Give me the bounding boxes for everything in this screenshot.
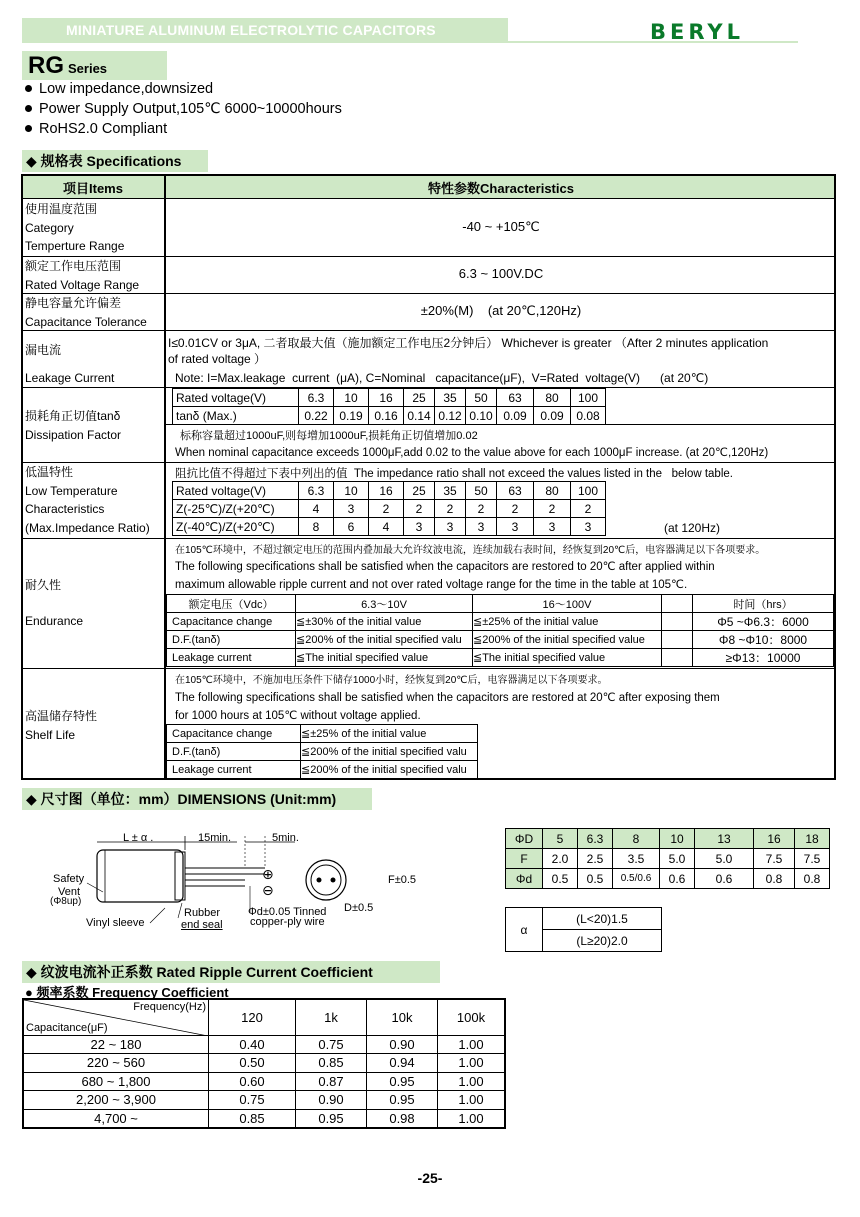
ripple-value-cell: 0.85 xyxy=(296,1054,367,1073)
endurance-time-value: Φ8 ~Φ10：8000 xyxy=(693,631,834,649)
shelf-text-cn: 在105℃环境中，不施加电压条件下储存1000小时，经恢复到20℃后，电容器满足以下各项要求。 xyxy=(175,675,608,686)
dim-head-F: F xyxy=(506,849,543,869)
dim-d-cell: 0.8 xyxy=(754,869,795,889)
ripple-value-cell: 0.75 xyxy=(296,1035,367,1054)
ripple-table xyxy=(22,998,506,1129)
ripple-capacitance-label: Capacitance(μF) xyxy=(26,1021,108,1034)
drawing-vent-label: Vent xyxy=(58,886,81,898)
shelf-text-en1: The following specifications shall be satisfied when the capacitors are restored at 20℃ after exposing them xyxy=(175,692,720,704)
shelf-item: D.F.(tanδ) xyxy=(167,743,301,761)
tolerance-label: 静电容量允许偏差 Capacitance Tolerance xyxy=(25,296,147,329)
endurance-gap-cell xyxy=(662,649,693,667)
ripple-value-cell: 1.00 xyxy=(438,1035,506,1054)
ripple-row xyxy=(23,1072,505,1091)
endurance-head-high: 16～100V xyxy=(473,595,662,613)
endurance-text-en1: The following specifications shall be satisfied when the capacitors are restored to 20℃ after applied within xyxy=(175,561,715,573)
ripple-value-cell: 0.95 xyxy=(367,1072,438,1091)
ripple-value-cell: 0.60 xyxy=(209,1072,296,1091)
lowtemp-voltage-cell: 25 xyxy=(404,482,435,500)
drawing-wire-label1: Φd±0.05 Tinned xyxy=(248,906,327,918)
shelf-value: ≦±25% of the initial value xyxy=(301,725,478,743)
lowtemp-z25-cell: 2 xyxy=(435,500,466,518)
lowtemp-z40-cell: 8 xyxy=(299,518,334,536)
lowtemp-z40-cell: 3 xyxy=(571,518,606,536)
endurance-head-rated: 额定电压（Vdc） xyxy=(167,595,296,613)
ripple-corner-cell xyxy=(23,999,209,1035)
lowtemp-voltage-label: Rated voltage(V) xyxy=(173,482,299,500)
ripple-cap-cell: 22 ~ 180 xyxy=(23,1035,209,1054)
ripple-value-cell: 0.87 xyxy=(296,1072,367,1091)
brand-logo xyxy=(650,18,790,44)
endurance-item: Leakage current xyxy=(167,649,296,667)
lowtemp-voltage-cell: 10 xyxy=(334,482,369,500)
tand-voltage-cell: 50 xyxy=(466,389,497,407)
dim-head-D: ΦD xyxy=(506,829,543,849)
endurance-label-cn: 耐久性 xyxy=(25,578,62,592)
series-code: RG xyxy=(28,52,64,79)
shelf-item: Capacitance change xyxy=(167,725,301,743)
drawing-rubber-label: Rubber xyxy=(184,907,221,919)
tand-label: 损耗角正切值tanδ Dissipation Factor xyxy=(25,409,122,442)
dim-D-cell: 6.3 xyxy=(578,829,613,849)
tand-value-cell: 0.19 xyxy=(334,407,369,425)
dim-d-cell: 0.5/0.6 xyxy=(613,869,660,889)
ripple-value-cell: 1.00 xyxy=(438,1072,506,1091)
tand-value-cell: 0.09 xyxy=(534,407,571,425)
row-divider xyxy=(21,668,836,669)
lowtemp-z25-cell: 3 xyxy=(334,500,369,518)
tand-value-cell: 0.22 xyxy=(299,407,334,425)
ripple-freq-head: 10k xyxy=(367,999,438,1035)
leakage-line2: of rated voltage ） xyxy=(168,352,267,366)
lowtemp-z40-label: Z(-40℃)/Z(+20℃) xyxy=(173,518,299,536)
feature-item xyxy=(22,121,167,137)
dim-section-title: ◆ 尺寸图（单位：mm）DIMENSIONS (Unit:mm) xyxy=(22,788,372,810)
lowtemp-z40-cell: 3 xyxy=(466,518,497,536)
series-title xyxy=(28,52,107,80)
ripple-value-cell: 0.75 xyxy=(209,1091,296,1110)
shelf-value: ≦200% of the initial specified valu xyxy=(301,743,478,761)
ripple-value-cell: 1.00 xyxy=(438,1109,506,1128)
ripple-value-cell: 1.00 xyxy=(438,1054,506,1073)
leakage-label-en: Leakage Current xyxy=(25,371,115,385)
tand-note-en: When nominal capacitance exceeds 1000μF,add 0.02 to the value above for each 1000μF increase. (at 20℃,120Hz) xyxy=(175,447,769,459)
dim-F-cell: 7.5 xyxy=(795,849,830,869)
tand-voltage-cell: 63 xyxy=(497,389,534,407)
endurance-row xyxy=(167,631,834,649)
endurance-gap-cell xyxy=(662,631,693,649)
endurance-text-cn: 在105℃环境中，不超过额定电压的范围内叠加最大允许纹波电流，连续加载右表时间，经恢复到20℃后，电容器满足以下各项要求。 xyxy=(175,545,766,556)
ripple-value-cell: 0.98 xyxy=(367,1109,438,1128)
dim-D-cell: 8 xyxy=(613,829,660,849)
alpha-table xyxy=(505,907,662,952)
dim-d-cell: 0.6 xyxy=(660,869,695,889)
ripple-row xyxy=(23,1109,505,1128)
feature-item xyxy=(22,101,342,117)
tand-value-cell: 0.09 xyxy=(497,407,534,425)
spec-section-title: ◆ 规格表 Specifications xyxy=(22,150,208,172)
endurance-time-value: ≥Φ13：10000 xyxy=(693,649,834,667)
ripple-row xyxy=(23,1091,505,1110)
alpha-short-value: (L<20)1.5 xyxy=(543,908,662,930)
tand-voltage-cell: 100 xyxy=(571,389,606,407)
lowtemp-z40-cell: 3 xyxy=(404,518,435,536)
drawing-vent-size-label: (Φ8up) xyxy=(50,896,82,907)
endurance-gap-cell xyxy=(662,613,693,631)
header-banner: MINIATURE ALUMINUM ELECTROLYTIC CAPACITORS xyxy=(22,18,508,43)
shelf-text-en2: for 1000 hours at 105℃ without voltage applied. xyxy=(175,710,421,722)
ripple-row xyxy=(23,1054,505,1073)
endurance-row xyxy=(167,649,834,667)
shelf-row xyxy=(167,743,478,761)
dimension-table xyxy=(505,828,830,889)
lowtemp-z40-cell: 3 xyxy=(534,518,571,536)
ripple-value-cell: 1.00 xyxy=(438,1091,506,1110)
lowtemp-voltage-cell: 100 xyxy=(571,482,606,500)
lowtemp-z40-cell: 4 xyxy=(369,518,404,536)
feature-text: RoHS2.0 Compliant xyxy=(39,121,168,137)
bullet-icon xyxy=(25,105,32,112)
feature-text: Low impedance,downsized xyxy=(39,81,214,97)
tand-voltage-cell: 80 xyxy=(534,389,571,407)
leakage-line1: I≤0.01CV or 3μA, 二者取最大值（施加额定工作电压2分钟后） Whichever is greater （After 2 minutes application xyxy=(168,336,769,350)
drawing-endseal-label: end seal xyxy=(181,919,223,931)
row-divider xyxy=(21,256,836,257)
dim-F-cell: 7.5 xyxy=(754,849,795,869)
voltage-value: 6.3 ~ 100V.DC xyxy=(458,266,544,281)
lowtemp-label: 低温特性 Low Temperature Characteristics (Max.Impedance Ratio) xyxy=(25,465,150,535)
lowtemp-voltage-cell: 35 xyxy=(435,482,466,500)
ripple-cap-cell: 220 ~ 560 xyxy=(23,1054,209,1073)
bullet-icon xyxy=(25,125,32,132)
dim-F-cell: 5.0 xyxy=(660,849,695,869)
ripple-value-cell: 0.90 xyxy=(367,1035,438,1054)
endurance-head-time: 时间（hrs） xyxy=(693,595,834,613)
tand-voltage-label: Rated voltage(V) xyxy=(173,389,299,407)
row-divider xyxy=(166,424,836,425)
ripple-section-title: ◆ 纹波电流补正系数 Rated Ripple Current Coefficient xyxy=(22,961,440,983)
page-number: -25- xyxy=(417,1170,443,1186)
shelf-item: Leakage current xyxy=(167,761,301,779)
ripple-value-cell: 0.40 xyxy=(209,1035,296,1054)
lowtemp-z40-cell: 6 xyxy=(334,518,369,536)
ripple-freq-head: 100k xyxy=(438,999,506,1035)
lowtemp-note: 阻抗比值不得超过下表中列出的值 The impedance ratio shall not exceed the values listed in the below table. xyxy=(175,468,733,480)
leakage-note: Note: I=Max.leakage current (μA), C=Nominal capacitance(μF), V=Rated voltage(V) (at 20℃) xyxy=(175,371,709,385)
drawing-length-label: L ± α . xyxy=(123,832,154,844)
row-divider xyxy=(21,538,836,539)
lowtemp-z40-cell: 3 xyxy=(497,518,534,536)
tand-max-label: tanδ (Max.) xyxy=(173,407,299,425)
dim-d-cell: 0.8 xyxy=(795,869,830,889)
ripple-value-cell: 0.95 xyxy=(367,1091,438,1110)
lowtemp-voltage-cell: 80 xyxy=(534,482,571,500)
tolerance-value: ±20%(M) (at 20℃,120Hz) xyxy=(420,303,582,318)
lowtemp-voltage-cell: 50 xyxy=(466,482,497,500)
tand-note-cn: 标称容量超过1000uF,则每增加1000uF,损耗角正切值增加0.02 xyxy=(180,430,478,442)
drawing-15min-label: 15min. xyxy=(198,832,232,844)
endurance-item: Capacitance change xyxy=(167,613,296,631)
lowtemp-z40-cell: 3 xyxy=(435,518,466,536)
ripple-value-cell: 0.85 xyxy=(209,1109,296,1128)
lowtemp-z25-cell: 4 xyxy=(299,500,334,518)
drawing-safety-label: Safety xyxy=(53,873,85,885)
ripple-frequency-label: Frequency(Hz) xyxy=(133,1001,206,1013)
dim-F-cell: 5.0 xyxy=(695,849,754,869)
dim-F-cell: 2.5 xyxy=(578,849,613,869)
lowtemp-z25-label: Z(-25℃)/Z(+20℃) xyxy=(173,500,299,518)
ripple-cap-cell: 4,700 ~ xyxy=(23,1109,209,1128)
ripple-value-cell: 0.95 xyxy=(296,1109,367,1128)
brand-logo-text: BERYL xyxy=(650,20,744,44)
dim-d-cell: 0.5 xyxy=(578,869,613,889)
tand-voltage-cell: 25 xyxy=(404,389,435,407)
ripple-freq-head: 120 xyxy=(209,999,296,1035)
dim-D-cell: 16 xyxy=(754,829,795,849)
endurance-gap-cell xyxy=(662,595,693,613)
endurance-low-value: ≦±30% of the initial value xyxy=(296,613,473,631)
tand-voltage-cell: 10 xyxy=(334,389,369,407)
endurance-low-value: ≦The initial specified value xyxy=(296,649,473,667)
endurance-high-value: ≦200% of the initial specified value xyxy=(473,631,662,649)
spec-column-divider xyxy=(164,174,166,780)
negative-terminal-icon: ⊖ xyxy=(262,882,274,898)
temp-label: 使用温度范围 Category Temperture Range xyxy=(25,202,125,253)
lowtemp-z25-cell: 2 xyxy=(404,500,435,518)
ripple-subtitle: ● 频率系数 Frequency Coefficient xyxy=(25,985,229,1000)
lowtemp-table xyxy=(172,481,606,536)
endurance-row xyxy=(167,613,834,631)
tand-value-cell: 0.14 xyxy=(404,407,435,425)
endurance-text-en2: maximum allowable ripple current and not over rated voltage range for the time in the table at 105℃. xyxy=(175,579,688,591)
shelf-table xyxy=(166,724,478,779)
endurance-table xyxy=(166,594,834,667)
drawing-d-label: D±0.5 xyxy=(344,902,374,914)
voltage-label: 额定工作电压范围 Rated Voltage Range xyxy=(25,259,140,292)
lowtemp-voltage-cell: 63 xyxy=(497,482,534,500)
shelf-row xyxy=(167,761,478,779)
tand-table xyxy=(172,388,606,425)
lowtemp-voltage-cell: 6.3 xyxy=(299,482,334,500)
tand-value-cell: 0.16 xyxy=(369,407,404,425)
alpha-label: α xyxy=(506,908,543,952)
lowtemp-z25-cell: 2 xyxy=(534,500,571,518)
dim-D-cell: 10 xyxy=(660,829,695,849)
endurance-high-value: ≦The initial specified value xyxy=(473,649,662,667)
lowtemp-z25-cell: 2 xyxy=(497,500,534,518)
dim-D-cell: 5 xyxy=(543,829,578,849)
ripple-row xyxy=(23,1035,505,1054)
endurance-high-value: ≦±25% of the initial value xyxy=(473,613,662,631)
drawing-vinyl-label: Vinyl sleeve xyxy=(86,917,145,929)
lowtemp-voltage-cell: 16 xyxy=(369,482,404,500)
dim-F-cell: 2.0 xyxy=(543,849,578,869)
ripple-value-cell: 0.50 xyxy=(209,1054,296,1073)
tand-voltage-cell: 6.3 xyxy=(299,389,334,407)
dim-d-cell: 0.6 xyxy=(695,869,754,889)
spec-head-items: 项目Items xyxy=(63,181,123,196)
ripple-value-cell: 0.90 xyxy=(296,1091,367,1110)
drawing-5min-label: 5min. xyxy=(272,832,299,844)
series-word: Series xyxy=(68,61,108,76)
leakage-label-cn: 漏电流 xyxy=(25,343,62,357)
positive-terminal-icon: ⊕ xyxy=(262,866,274,882)
dim-d-cell: 0.5 xyxy=(543,869,578,889)
endurance-item: D.F.(tanδ) xyxy=(167,631,296,649)
tand-voltage-cell: 16 xyxy=(369,389,404,407)
drawing-f-label: F±0.5 xyxy=(388,874,417,886)
feature-text: Power Supply Output,105℃ 6000~10000hours xyxy=(39,101,342,117)
tand-value-cell: 0.10 xyxy=(466,407,497,425)
tand-value-cell: 0.12 xyxy=(435,407,466,425)
dim-D-cell: 13 xyxy=(695,829,754,849)
alpha-long-value: (L≥20)2.0 xyxy=(543,930,662,952)
ripple-cap-cell: 680 ~ 1,800 xyxy=(23,1072,209,1091)
tand-voltage-cell: 35 xyxy=(435,389,466,407)
lowtemp-z25-cell: 2 xyxy=(466,500,497,518)
endurance-time-value: Φ5 ~Φ6.3：6000 xyxy=(693,613,834,631)
lowtemp-z25-cell: 2 xyxy=(571,500,606,518)
ripple-freq-head: 1k xyxy=(296,999,367,1035)
endurance-head-low: 6.3～10V xyxy=(296,595,473,613)
temp-value: -40 ~ +105℃ xyxy=(462,219,540,234)
shelf-row xyxy=(167,725,478,743)
dim-D-cell: 18 xyxy=(795,829,830,849)
spec-head-characteristics: 特性参数Characteristics xyxy=(428,181,574,196)
feature-item xyxy=(22,81,213,97)
tand-value-cell: 0.08 xyxy=(571,407,606,425)
shelf-value: ≦200% of the initial specified valu xyxy=(301,761,478,779)
ripple-value-cell: 0.94 xyxy=(367,1054,438,1073)
endurance-low-value: ≦200% of the initial specified valu xyxy=(296,631,473,649)
dim-F-cell: 3.5 xyxy=(613,849,660,869)
lowtemp-z25-cell: 2 xyxy=(369,500,404,518)
shelf-label: 高温储存特性 Shelf Life xyxy=(25,709,98,742)
drawing-wire-label2: copper-ply wire xyxy=(250,916,325,928)
endurance-label-en: Endurance xyxy=(25,614,84,628)
ripple-cap-cell: 2,200 ~ 3,900 xyxy=(23,1091,209,1110)
bullet-icon xyxy=(25,85,32,92)
lowtemp-frequency: (at 120Hz) xyxy=(664,521,721,535)
dim-head-d: Φd xyxy=(506,869,543,889)
